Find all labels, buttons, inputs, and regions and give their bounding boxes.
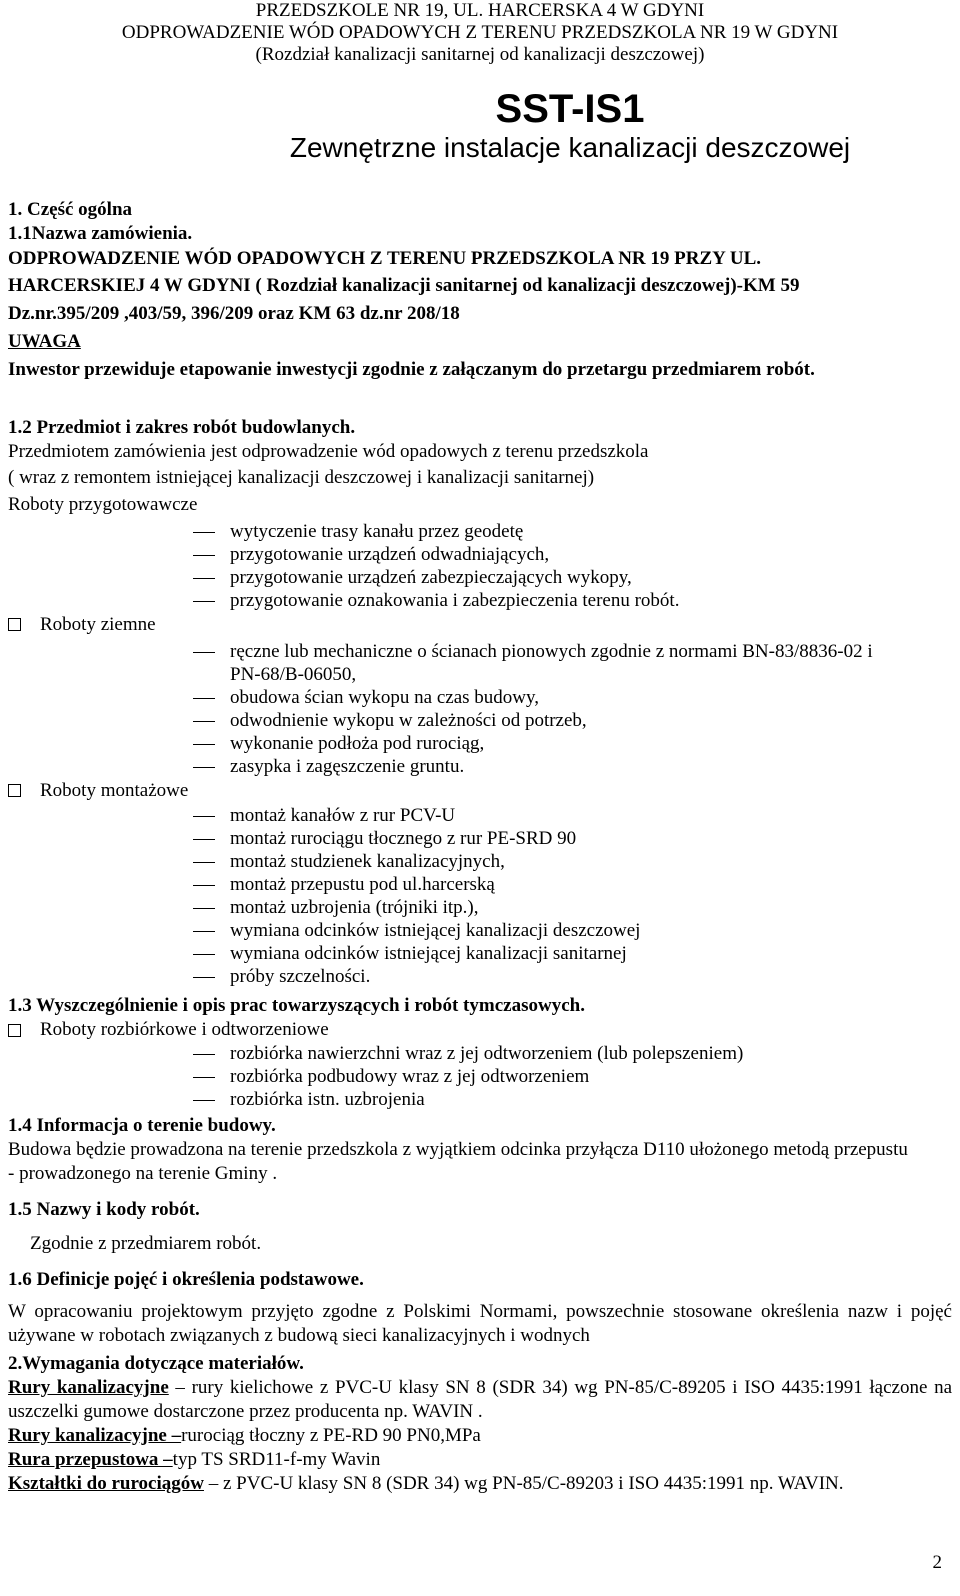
dash-icon	[193, 721, 215, 722]
subsection-heading: 1.2 Przedmiot i zakres robót budowlanych.	[8, 417, 356, 438]
section-1-5	[8, 1198, 952, 1256]
paragraph: Zgodnie z przedmiarem robót.	[30, 1233, 262, 1254]
paragraph: W opracowaniu projektowym przyjęto zgodne z Polskimi Normami, powszechnie stosowane określenia nazw i pojęć używane w robotach związanych z budową sieci kanalizacyjnych i wodnych	[8, 1301, 952, 1346]
list-item: montaż studzienek kanalizacyjnych,	[8, 850, 952, 873]
material-label: Rury kanalizacyjne –	[8, 1425, 182, 1446]
list-item: przygotowanie urządzeń zabezpieczających wykopy,	[8, 566, 952, 589]
section-1-6	[8, 1268, 952, 1348]
list-item: odwodnienie wykopu w zależności od potrzeb,	[8, 709, 952, 732]
list-item: próby szczelności.	[8, 965, 952, 988]
list-item: wymiana odcinków istniejącej kanalizacji sanitarnej	[8, 942, 952, 965]
dash-icon	[193, 816, 215, 817]
header-line-2: ODPROWADZENIE WÓD OPADOWYCH Z TERENU PRZEDSZKOLA NR 19 W GDYNI	[121, 22, 839, 43]
checkbox-bullet-icon	[8, 1024, 21, 1037]
list-item: rozbiórka nawierzchni wraz z jej odtworzeniem (lub polepszeniem)	[8, 1042, 952, 1065]
dash-icon	[193, 698, 215, 699]
dash-icon	[193, 532, 215, 533]
document-header	[0, 0, 960, 66]
section-1-4	[8, 1114, 952, 1186]
list-item: ręczne lub mechaniczne o ścianach pionowych zgodnie z normami BN-83/8836-02 i	[8, 640, 952, 663]
section-1	[8, 198, 952, 384]
checkbox-bullet-icon	[8, 618, 21, 631]
section-1-2	[8, 416, 952, 988]
dash-icon	[193, 744, 215, 745]
dash-icon	[193, 601, 215, 602]
list-item: rozbiórka istn. uzbrojenia	[8, 1088, 952, 1111]
section-1-3	[8, 994, 952, 1111]
material-label: Rura przepustowa –	[8, 1449, 173, 1470]
dash-icon	[193, 555, 215, 556]
header-line-3: (Rozdział kanalizacji sanitarnej od kanalizacji deszczowej)	[255, 44, 705, 65]
list-item: rozbiórka podbudowy wraz z jej odtworzeniem	[8, 1065, 952, 1088]
order-name-line: HARCERSKIEJ 4 W GDYNI ( Rozdział kanalizacji sanitarnej od kanalizacji deszczowej)-KM 59	[8, 275, 800, 296]
dash-icon	[193, 908, 215, 909]
note-label: UWAGA	[8, 331, 81, 352]
material-item: Kształtki do rurociągów – z PVC-U klasy SN 8 (SDR 34) wg PN-85/C-89203 i ISO 4435:1991 np. WAVIN.	[8, 1473, 844, 1494]
dash-icon	[193, 885, 215, 886]
dash-icon	[193, 839, 215, 840]
dash-icon	[193, 767, 215, 768]
list-item: wymiana odcinków istniejącej kanalizacji deszczowej	[8, 919, 952, 942]
material-label: Rury kanalizacyjne	[8, 1377, 169, 1398]
list-item-continuation: PN-68/B-06050,	[230, 664, 357, 685]
spec-subtitle: Zewnętrzne instalacje kanalizacji deszczowej	[289, 132, 851, 163]
subsection-heading: 1.3 Wyszczególnienie i opis prac towarzyszących i robót tymczasowych.	[8, 995, 585, 1016]
list-item: montaż kanałów z rur PCV-U	[8, 804, 952, 827]
list-item: przygotowanie oznakowania i zabezpieczenia terenu robót.	[8, 589, 952, 612]
material-item: Rury kanalizacyjne – rury kielichowe z PVC-U klasy SN 8 (SDR 34) wg PN-85/C-89205 i ISO 4435:1991 łączone na uszczelki gumowe dostarczone przez producenta np. WAVIN .	[8, 1377, 952, 1422]
section-2	[8, 1352, 952, 1496]
material-item: Rura przepustowa –typ TS SRD11-f-my Wavin	[8, 1449, 381, 1470]
dash-icon	[193, 578, 215, 579]
dash-icon	[193, 1054, 215, 1055]
list-item: obudowa ścian wykopu na czas budowy,	[8, 686, 952, 709]
header-line-1: PRZEDSZKOLE NR 19, UL. HARCERSKA 4 W GDYNI	[255, 0, 705, 21]
list-item: zasypka i zagęszczenie gruntu.	[8, 755, 952, 778]
material-item: Rury kanalizacyjne –rurociąg tłoczny z PE-RD 90 PN0,MPa	[8, 1425, 481, 1446]
dash-icon	[193, 931, 215, 932]
subsection-heading: 1.4 Informacja o terenie budowy.	[8, 1115, 276, 1136]
dash-icon	[193, 652, 215, 653]
subsection-heading: 1.5 Nazwy i kody robót.	[8, 1199, 200, 1220]
dash-icon	[193, 1100, 215, 1101]
section-heading: 1. Część ogólna	[8, 199, 133, 220]
spec-title	[180, 86, 960, 164]
subsection-heading: 1.1Nazwa zamówienia.	[8, 223, 193, 244]
works-group-label: Roboty rozbiórkowe i odtworzeniowe	[8, 1018, 952, 1042]
list-item: wykonanie podłoża pod rurociąg,	[8, 732, 952, 755]
section-heading: 2.Wymagania dotyczące materiałów.	[8, 1353, 304, 1374]
order-name-line: Dz.nr.395/209 ,403/59, 396/209 oraz KM 63 dz.nr 208/18	[8, 303, 460, 324]
dash-icon	[193, 954, 215, 955]
paragraph: Budowa będzie prowadzona na terenie przedszkola z wyjątkiem odcinka przyłącza D110 ułożonego metodą przepustu - prowadzonego na terenie Gminy .	[8, 1139, 908, 1184]
works-group-label: Roboty ziemne	[8, 612, 952, 638]
list-item: montaż rurociągu tłocznego z rur PE-SRD 90	[8, 827, 952, 850]
works-group-label: Roboty montażowe	[8, 778, 952, 804]
list-item: wytyczenie trasy kanału przez geodetę	[8, 520, 952, 543]
list-item: przygotowanie urządzeń odwadniających,	[8, 543, 952, 566]
list-item: montaż uzbrojenia (trójniki itp.),	[8, 896, 952, 919]
dash-icon	[193, 862, 215, 863]
dash-icon	[193, 977, 215, 978]
paragraph-line: ( wraz z remontem istniejącej kanalizacji deszczowej i kanalizacji sanitarnej)	[8, 467, 595, 488]
page-number: 2	[932, 1552, 942, 1573]
note-text: Inwestor przewiduje etapowanie inwestycji zgodnie z załączanym do przetargu przedmiarem robót.	[8, 359, 815, 380]
checkbox-bullet-icon	[8, 784, 21, 797]
spec-code: SST-IS1	[495, 87, 645, 131]
material-label: Kształtki do rurociągów	[8, 1473, 204, 1494]
works-group-label: Roboty przygotowawcze	[8, 494, 198, 515]
subsection-heading: 1.6 Definicje pojęć i określenia podstawowe.	[8, 1269, 364, 1290]
dash-icon	[193, 1077, 215, 1078]
paragraph-line: Przedmiotem zamówienia jest odprowadzenie wód opadowych z terenu przedszkola	[8, 441, 649, 462]
list-item: montaż przepustu pod ul.harcerską	[8, 873, 952, 896]
order-name-line: ODPROWADZENIE WÓD OPADOWYCH Z TERENU PRZEDSZKOLA NR 19 PRZY UL.	[8, 248, 762, 269]
